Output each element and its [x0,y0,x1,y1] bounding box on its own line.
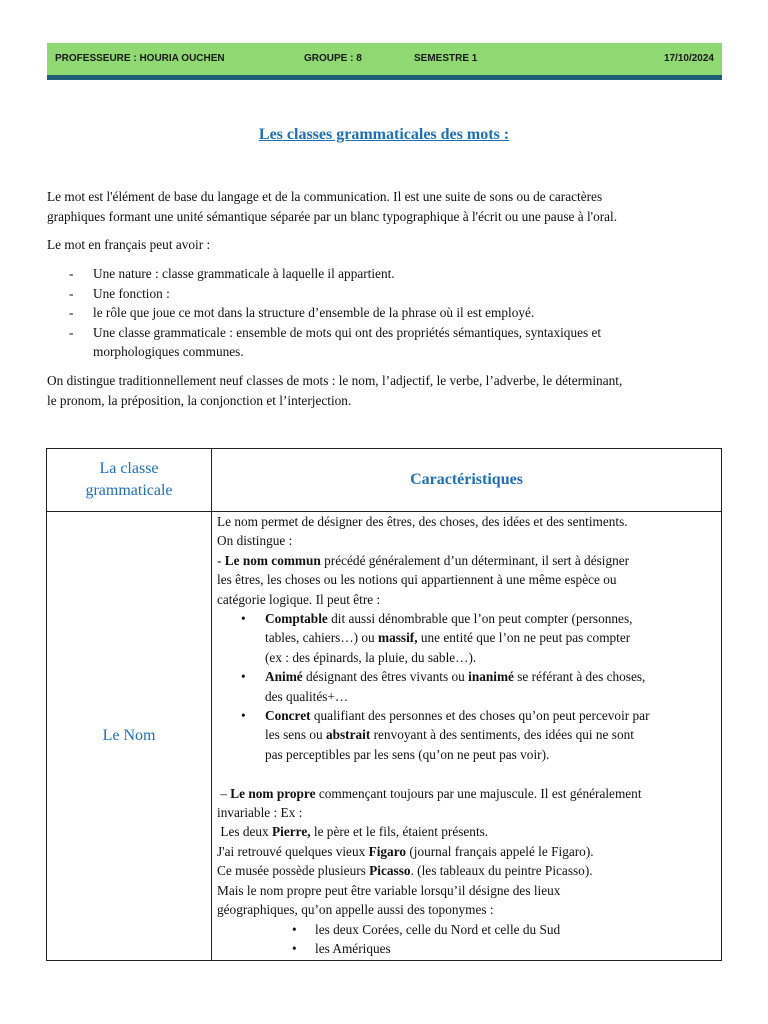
classes-paragraph [47,371,727,410]
header-underline [47,75,722,80]
bullet-dot-icon: • [292,940,297,956]
classes-line-2: le pronom, la préposition, la conjonction et l’interjection. [47,392,352,408]
list-item: • Comptable dit aussi dénombrable que l’on peut compter (personnes, tables, cahiers…) ou massif, une entité que l’on ne peut pas compter (ex : des épinards, la pluie, du sable…). [241,611,633,665]
list-item: - Une nature : classe grammaticale à laquelle il appartient. [47,264,727,284]
intro-line-1: Le mot est l'élément de base du langage et de la communication. Il est une suite de sons ou de caractères [47,189,603,204]
list-item: - le rôle que joue ce mot dans la structure d’ensemble de la phrase où il est employé. [47,303,727,323]
column-header-class: La classe grammaticale [85,460,173,499]
list-item: • Concret qualifiant des personnes et des choses qu’on peut percevoir par les sens ou abstrait renvoyant à des sentiments, des idées qui ne sont pas perceptibles par les sens (qu’on ne peut pas voir). [241,708,650,762]
word-properties-list [47,264,727,362]
lead-sentence: Le mot en français peut avoir : [47,237,211,252]
group-label: GROUPE : 8 [304,53,362,64]
grammar-table [46,448,722,961]
bullet-dot-icon: • [292,921,297,937]
dash-bullet: - [69,266,74,281]
intro-paragraph [47,187,727,226]
dash-bullet: - [69,324,74,340]
page-title: Les classes grammaticales des mots : [258,126,510,143]
semester-label: SEMESTRE 1 [414,53,478,64]
intro-line-2: graphiques formant une unité sémantique séparée par un blanc typographique à l'écrit ou une pause à l'oral. [47,208,618,224]
document-header-band [47,43,722,75]
bullet-dot-icon: • [241,708,246,724]
list-item: • les deux Corées, celle du Nord et celle du Sud [217,920,717,939]
teacher-name: PROFESSEURE : HOURIA OUCHEN [55,53,225,64]
list-item: - Une classe grammaticale : ensemble de mots qui ont des propriétés sémantiques, syntaxiques et morphologiques communes. [69,324,602,359]
list-item: - Une fonction : [47,284,727,304]
classes-line-1: On distingue traditionnellement neuf classes de mots : le nom, l’adjectif, le verbe, l’adverbe, le déterminant, [47,373,623,388]
column-divider [211,449,212,960]
column-header-characteristics: Caractéristiques [410,471,523,488]
characteristics-cell: Le nom permet de désigner des êtres, des choses, des idées et des sentiments. On distingue : - Le nom commun précédé généralement d’un déterminant, il sert à désigner les êtres, les choses ou les notions qui appartiennent à une même espèce ou catégorie logique. Il peut être : • Comptable dit aussi dénombrable que l’on peut compter (personnes, tables, cahiers…) ou massif, une entité que l’on ne peut pas compter (ex : des épinards, la pluie, du sable…). • Animé désignant des êtres vivants ou inanimé se référant à des choses, des qualités+… • Concret qualifiant des personnes et des choses qu’on peut percevoir par les sens ou abstrait renvoyant à des sentiments, des idées qui ne sont pas perceptibles par les sens (qu’on ne peut pas voir). – Le nom propre commençant toujours par une majuscule. Il est généralement invariable : Ex : Les deux Pierre, le père et le fils, étaient présents. J'ai retrouvé quelques vieux Figaro (journal français appelé le Figaro). Ce musée possède plusieurs Picasso. (les tableaux du peintre Picasso). Mais le nom propre peut être variable lorsqu’il désigne des lieux géographiques, qu’on appelle aussi des toponymes : • les deux Corées, celle du Nord et celle du Sud • les Amériques [217,512,717,958]
date-label: 17/10/2024 [663,53,714,64]
dash-bullet: - [69,305,74,320]
dash-bullet: - [69,285,74,301]
list-item: • les Amériques [217,939,717,958]
list-item: • Animé désignant des êtres vivants ou inanimé se référant à des choses, des qualités+… [241,669,646,704]
bullet-dot-icon: • [241,669,246,685]
bullet-dot-icon: • [241,611,246,627]
row-label-nom: Le Nom [102,727,156,744]
